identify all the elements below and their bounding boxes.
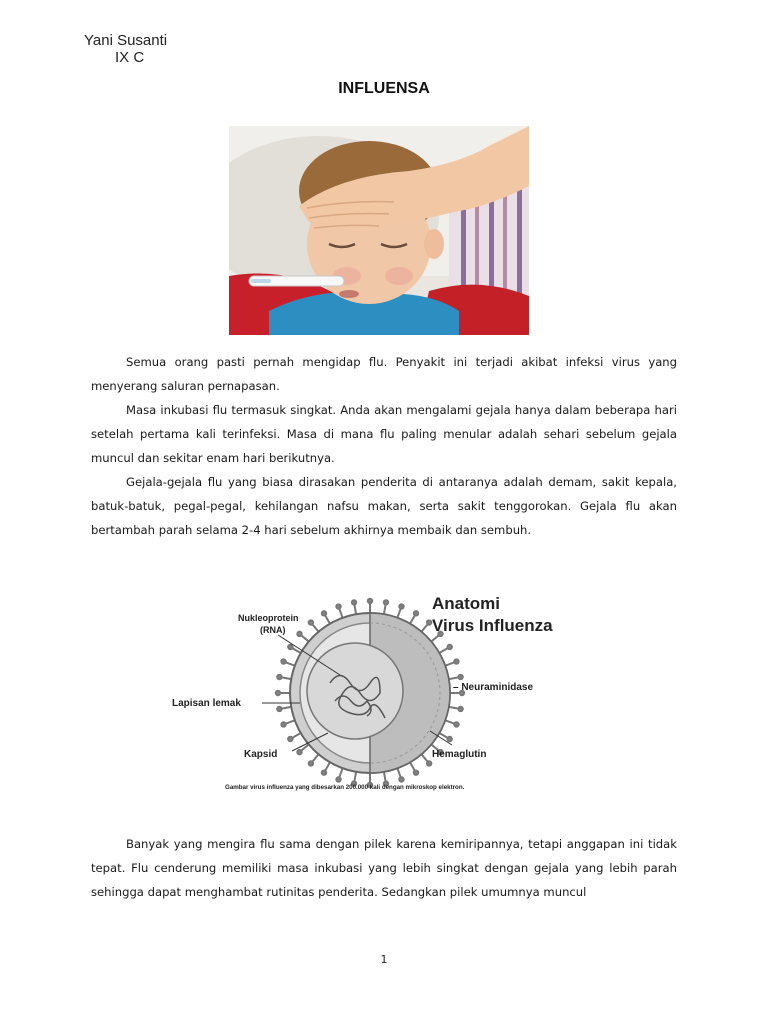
label-rna: (RNA): [260, 625, 286, 635]
spike-tip: [322, 770, 326, 774]
spike-tip: [454, 659, 458, 663]
label-nucleoprotein: Nukleoprotein: [238, 613, 299, 623]
author-class: IX C: [115, 49, 145, 66]
rna-core: [307, 643, 403, 739]
spike-tip: [384, 600, 388, 604]
spike-tip: [276, 691, 280, 695]
author-name: Yani Susanti: [84, 32, 168, 49]
spike-tip: [352, 600, 356, 604]
sick-child-photo: [229, 126, 529, 335]
spike-tip: [336, 777, 340, 781]
thermometer: [249, 276, 344, 286]
label-capsid: Kapsid: [244, 749, 278, 760]
label-lipid-layer: Lapisan lemak: [172, 698, 241, 709]
spike-tip: [281, 659, 285, 663]
spike-tip: [427, 620, 431, 624]
diagram-title-line1: Anatomi: [432, 594, 500, 613]
diagram-caption: Gambar virus influenza yang dibesarkan 200.000 kali dengan mikroskop elektron.: [225, 784, 465, 791]
spike-tip: [454, 722, 458, 726]
spike-tip: [399, 777, 403, 781]
paragraph-4: Banyak yang mengira flu sama dengan pilek karena kemiripannya, tetapi anggapan ini tidak tepat. Flu cenderung memiliki masa inkubasi yang lebih singkat dengan gejala yang lebih parah sehingga dapat menghambat rutinitas penderita. Sedangkan pilek umumnya muncul: [91, 837, 677, 899]
label-neuraminidase: – Neuraminidase: [453, 682, 534, 693]
spike-tip: [447, 737, 451, 741]
spike-tip: [297, 750, 301, 754]
spike-tip: [447, 645, 451, 649]
page-number: 1: [380, 953, 388, 966]
spike-tip: [288, 645, 292, 649]
spike-tip: [336, 604, 340, 608]
spike-tip: [368, 599, 372, 603]
spike-tip: [309, 620, 313, 624]
spike-tip: [458, 675, 462, 679]
spike-tip: [414, 611, 418, 615]
spike-tip: [458, 707, 462, 711]
spike-tip: [281, 722, 285, 726]
spike-tip: [277, 675, 281, 679]
spike-tip: [288, 737, 292, 741]
spike-tip: [309, 761, 313, 765]
spike-tip: [427, 761, 431, 765]
author-block: [84, 32, 167, 66]
paragraph-2: Masa inkubasi flu termasuk singkat. Anda akan mengalami gejala hanya dalam beberapa hari setelah pertama kali terinfeksi. Masa di mana flu paling menular adalah sehari sebelum gejala muncul dan sekitar enam hari berikutnya.: [91, 403, 677, 465]
paragraph-3: Gejala-gejala flu yang biasa dirasakan penderita di antaranya adalah demam, sakit kepala, batuk-batuk, pegal-pegal, kehilangan nafsu makan, serta sakit tenggorokan. Gejala flu akan bertambah parah selama 2-4 hari sebelum akhirnya membaik dan sembuh.: [91, 475, 677, 537]
virus-anatomy-diagram: [160, 583, 590, 797]
diagram-title-line2: Virus Influenza: [432, 616, 553, 635]
spike-tip: [297, 632, 301, 636]
document-title: INFLUENSA: [338, 80, 430, 97]
label-hemagglutinin: Hemaglutin: [432, 749, 487, 760]
paragraph-1: Semua orang pasti pernah mengidap flu. Penyakit ini terjadi akibat infeksi virus yang menyerang saluran pernapasan.: [91, 355, 677, 393]
spike-tip: [277, 707, 281, 711]
spike-tip: [414, 770, 418, 774]
spike-tip: [399, 604, 403, 608]
spike-tip: [322, 611, 326, 615]
